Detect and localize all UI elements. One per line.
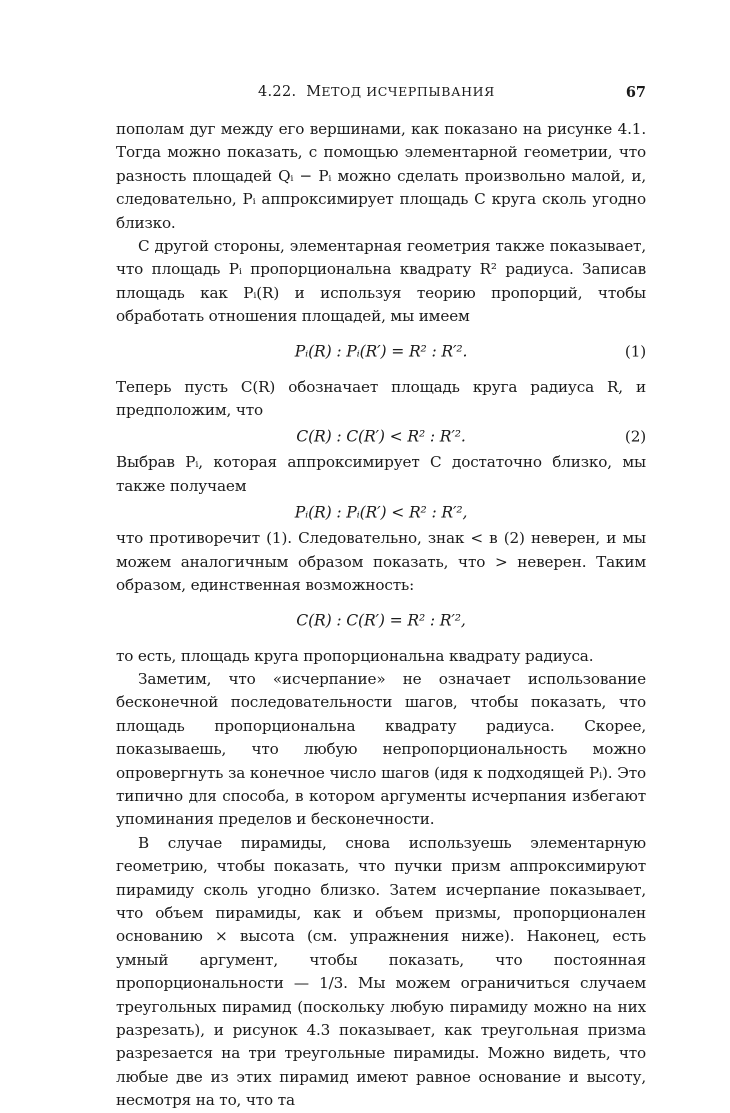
equation-2-formula: C(R) : C(R′) < R² : R′². [296, 427, 466, 446]
section-title: 4.22. МЕТОД ИСЧЕРПЫВАНИЯ [258, 84, 495, 100]
paragraph-3: Теперь пусть C(R) обозначает площадь круга радиуса R, и предположим, что [116, 377, 646, 420]
page-number: 67 [625, 84, 646, 101]
equation-2 [116, 422, 646, 451]
equation-1 [116, 329, 646, 376]
paragraph-4: Выбрав Pᵢ, которая аппроксимирует C достаточно близко, мы также получаем [116, 453, 646, 495]
running-header [116, 84, 646, 104]
paragraph-5: что противоречит (1). Следовательно, знак < в (2) неверен, и мы можем аналогичным образом показать, что > неверен. Таким образом, единственная возможность: [116, 529, 646, 595]
equation-1-number: (1) [624, 342, 646, 361]
paragraph-1: пополам дуг между его вершинами, как показано на рисунке 4.1. Тогда можно показать, с помощью элементарной геометрии, что разность площадей Qᵢ − Pᵢ можно сделать произвольно малой, и, следовательно, Pᵢ аппроксимирует площадь C круга сколь угодно близко. [116, 120, 646, 232]
paragraph-2: С другой стороны, элементарная геометрия также показывает, что площадь Pᵢ пропорциональна квадрату R² радиуса. Записав площадь как Pᵢ(R) и используя теорию пропорций, чтобы обработать отношения площадей, мы имеем [116, 237, 646, 326]
paragraph-8: В случае пирамиды, снова используешь элементарную геометрию, чтобы показать, что пучки призм аппроксимируют пирамиду сколь угодно близко. Затем исчерпание показывает, что объем пирамиды, как и объем призмы, пропорционален основанию × высота (см. упражнения ниже). Наконец, есть умный аргумент, чтобы показать, что постоянная пропорциональности — 1/3. Мы можем ограничиться случаем треугольных пирамид (поскольку любую пирамиду можно на них разрезать), и рисунок 4.3 показывает, как треугольная призма разрезается на три треугольные пирамиды. Можно видеть, что любые две из этих пирамид имеют равное основание и высоту, несмотря на то, что та [116, 833, 646, 1110]
equation-4-formula: C(R) : C(R′) = R² : R′², [296, 611, 466, 630]
paragraph-7: Заметим, что «исчерпание» не означает использование бесконечной последовательности шагов, чтобы показать, что площадь пропорциональна квадрату радиуса. Скорее, показываешь, что любую непропорциональность можно опровергнуть за конечное число шагов (идя к подходящей Pᵢ). Это типично для способа, в котором аргументы исчерпания избегают упоминания пределов и бесконечности. [116, 669, 646, 829]
equation-4 [116, 598, 646, 645]
paragraph-6: то есть, площадь круга пропорциональна квадрату радиуса. [116, 646, 594, 665]
text-body [116, 118, 646, 1113]
equation-3 [116, 498, 646, 527]
equation-3-formula: Pᵢ(R) : Pᵢ(R′) < R² : R′², [294, 503, 468, 522]
equation-2-number: (2) [624, 427, 646, 446]
equation-1-formula: Pᵢ(R) : Pᵢ(R′) = R² : R′². [294, 342, 468, 361]
